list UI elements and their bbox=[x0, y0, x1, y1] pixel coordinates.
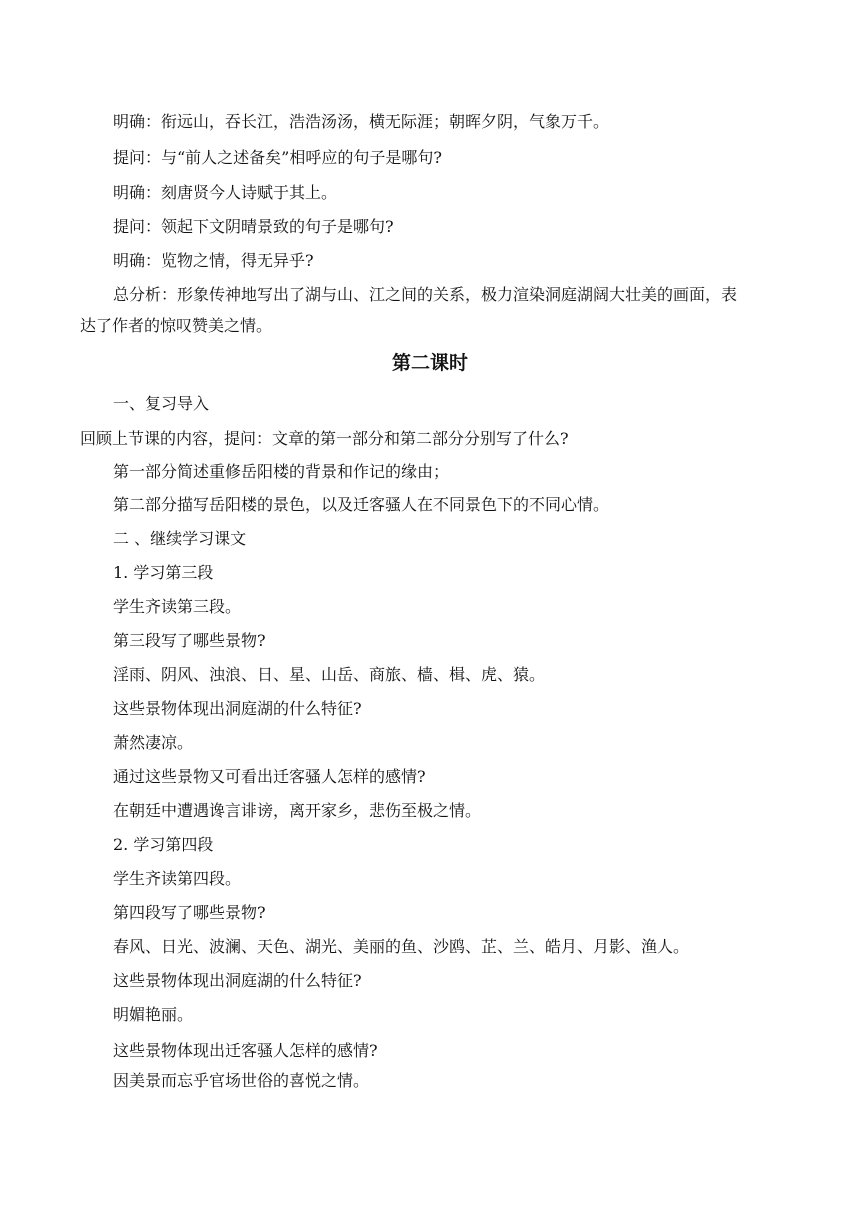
text-line: 因美景而忘乎官场世俗的喜悦之情。 bbox=[113, 1071, 370, 1090]
text-line: 在朝廷中遭遇谗言诽谤，离开家乡，悲伤至极之情。 bbox=[113, 801, 482, 820]
text-line: 学生齐读第三段。 bbox=[113, 597, 242, 616]
section-heading: 一、复习导入 bbox=[113, 394, 210, 413]
text-line: 淫雨、阴风、浊浪、日、星、山岳、商旅、樯、楫、虎、猿。 bbox=[113, 665, 546, 684]
text-line: 通过这些景物又可看出迁客骚人怎样的感情? bbox=[113, 767, 426, 786]
lesson-title: 第二课时 bbox=[391, 352, 468, 374]
text-line: 回顾上节课的内容，提问：文章的第一部分和第二部分分别写了什么? bbox=[80, 429, 569, 448]
text-line: 提问：与“前人之述备矣”相呼应的句子是哪句? bbox=[113, 148, 442, 167]
summary-line: 总分析：形象传神地写出了湖与山、江之间的关系，极力渲染洞庭湖阔大壮美的画面，表 bbox=[113, 285, 738, 304]
sub-heading: 2. 学习第四段 bbox=[113, 835, 214, 854]
text-line: 学生齐读第四段。 bbox=[113, 869, 242, 888]
summary-line: 达了作者的惊叹赞美之情。 bbox=[80, 316, 273, 335]
text-line: 春风、日光、波澜、天色、湖光、美丽的鱼、沙鸥、芷、兰、皓月、月影、渔人。 bbox=[113, 937, 690, 956]
text-line: 第一部分简述重修岳阳楼的背景和作记的缘由； bbox=[113, 462, 450, 481]
text-line: 明确：衔远山，吞长江，浩浩汤汤，横无际涯；朝晖夕阴，气象万千。 bbox=[113, 112, 610, 131]
text-line: 这些景物体现出迁客骚人怎样的感情? bbox=[113, 1041, 378, 1060]
text-line: 萧然凄凉。 bbox=[113, 733, 194, 752]
text-line: 明确：览物之情，得无异乎? bbox=[113, 251, 314, 270]
text-line: 明媚艳丽。 bbox=[113, 1005, 194, 1024]
text-line: 这些景物体现出洞庭湖的什么特征? bbox=[113, 699, 362, 718]
text-line: 第四段写了哪些景物? bbox=[113, 903, 266, 922]
text-line: 提问：领起下文阴晴景致的句子是哪句? bbox=[113, 217, 394, 236]
sub-heading: 1. 学习第三段 bbox=[113, 563, 214, 582]
text-line: 这些景物体现出洞庭湖的什么特征? bbox=[113, 971, 362, 990]
section-heading: 二 、继续学习课文 bbox=[113, 529, 247, 548]
text-line: 第三段写了哪些景物? bbox=[113, 631, 266, 650]
text-line: 明确：刻唐贤今人诗赋于其上。 bbox=[113, 183, 338, 202]
text-line: 第二部分描写岳阳楼的景色，以及迁客骚人在不同景色下的不同心情。 bbox=[113, 495, 610, 514]
